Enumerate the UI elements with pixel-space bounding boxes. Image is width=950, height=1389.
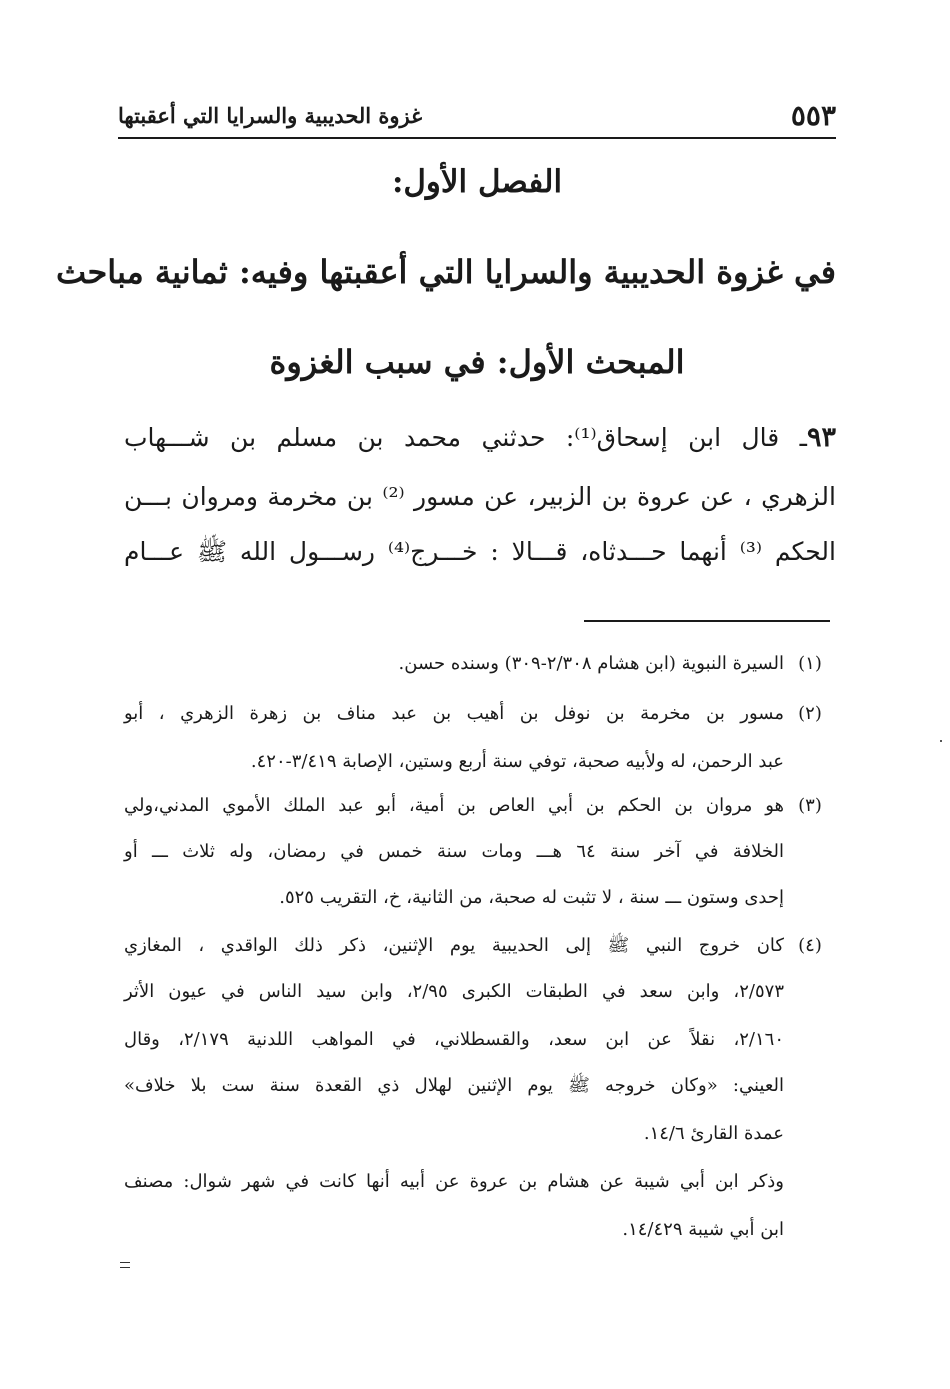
footnote-line: إحدى وستون ـــ سنة ، لا تثبت له صحبة، من الثانية، خ، التقريب ٥٢٥.	[279, 887, 784, 908]
chapter-subtitle: في غزوة الحديبية والسرايا التي أعقبتها وفيه: ثمانية مباحث	[56, 253, 836, 291]
running-title: غزوة الحديبية والسرايا التي أعقبتها	[118, 103, 423, 128]
body-line: الزهري ، عن عروة بن الزبير، عن مسور ⁽²⁾ بن مخرمة ومروان بـــن	[124, 482, 837, 511]
footnote-number: (٢)	[798, 703, 822, 724]
footnote-separator	[584, 620, 830, 622]
body-line	[124, 412, 836, 464]
footnote-line: عبد الرحمن، له ولأبيه صحبة، توفي سنة أربع وستين، الإصابة ٣/٤١٩-٤٢٠.	[250, 751, 784, 772]
footnote-line: كان خروج النبي ﷺ إلى الحديبية يوم الإثنين، ذكر ذلك الواقدي ، المغازي	[124, 935, 784, 956]
body-line: الحكم ⁽³⁾ أنهما حـــدثاه، قـــالا : خـــرج⁽⁴⁾ رســـول الله ﷺ عـــام	[124, 537, 836, 566]
body-line-text: ـ قال ابن إسحاق⁽¹⁾: حدثني محمد بن مسلم بن شـــهاب	[124, 423, 807, 452]
running-header	[118, 96, 836, 136]
page-number: ٥٥٣	[790, 99, 836, 132]
scan-speck	[940, 740, 942, 742]
paragraph-number: ٩٣	[806, 422, 836, 453]
margin-mark	[120, 1262, 130, 1268]
section-heading: المبحث الأول: في سبب الغزوة	[269, 343, 685, 381]
footnote-line: العيني: «وكان خروجه ﷺ يوم الإثنين لهلال ذي القعدة سنة ست بلا خلاف»	[124, 1075, 784, 1096]
footnote-line: ٢/٥٧٣، وابن سعد في الطبقات الكبرى ٢/٩٥، وابن سيد الناس في عيون الأثر	[124, 981, 784, 1002]
footnote-number: (٣)	[798, 795, 822, 816]
chapter-heading: الفصل الأول:	[391, 164, 563, 200]
footnote-line: الخلافة في آخر سنة ٦٤ هـــ ومات سنة خمس في رمضان، وله ثلاث ـــ أو	[124, 841, 784, 862]
footnote-line: وذكر ابن أبي شيبة عن هشام بن عروة عن أبيه أنها كانت في شهر شوال: مصنف	[124, 1171, 784, 1192]
footnote-line: ٢/١٦٠، نقلاً عن ابن سعد، والقسطلاني، في المواهب اللدنية ٢/١٧٩، وقال	[124, 1029, 785, 1050]
footnote-line: مسور بن مخرمة بن نوفل بن أهيب بن عبد مناف بن زهرة الزهري ، أبو	[124, 703, 784, 724]
footnote-line: السيرة النبوية (ابن هشام ٢/٣٠٨-٣٠٩) وسنده حسن.	[398, 653, 784, 674]
header-rule	[118, 137, 836, 139]
footnote-line: ابن أبي شيبة ١٤/٤٢٩.	[622, 1219, 784, 1240]
footnote-number: (٤)	[798, 935, 822, 956]
footnote-line: هو مروان بن الحكم بن أبي العاص بن أمية، أبو عبد الملك الأموي المدني،ولي	[124, 795, 784, 816]
footnote-number: (١)	[798, 653, 822, 674]
footnote-line: عمدة القارئ ١٤/٦.	[643, 1123, 784, 1144]
